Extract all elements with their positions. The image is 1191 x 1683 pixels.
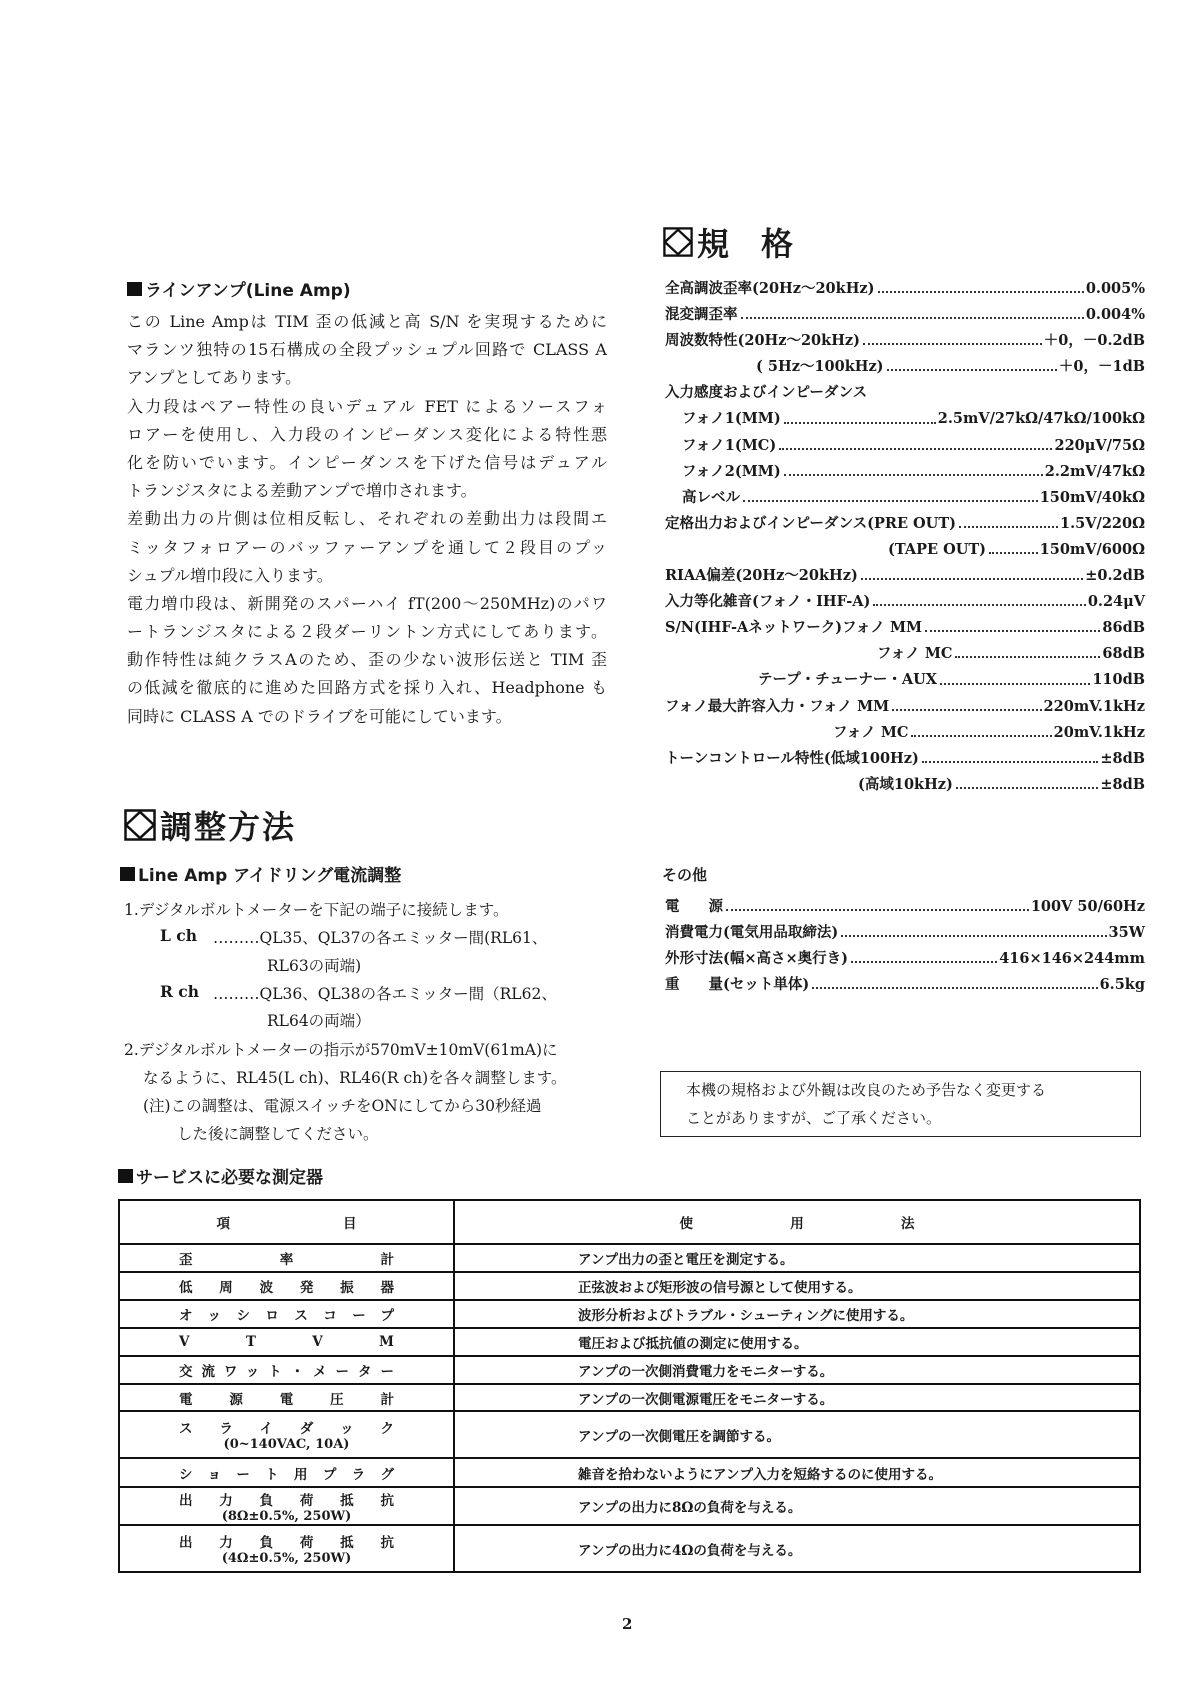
dot-leader [851, 946, 997, 963]
item-name: 出力負荷抵抗 [178, 1492, 421, 1509]
spec-label: テープ・チューナー・AUX [758, 671, 937, 689]
spec-label: 全高調波歪率(20Hz～20kHz) [665, 280, 875, 297]
spec-value: 110dB [1092, 671, 1145, 689]
item-spec: (4Ω±0.5%, 250W) [221, 1551, 352, 1566]
spec-value: 2.5mV/27kΩ/47kΩ/100kΩ [937, 410, 1145, 428]
spec-value: 220μV/75Ω [1054, 436, 1145, 454]
spec-value: 2.2mV/47kΩ [1044, 462, 1145, 480]
dot-leader [779, 433, 1052, 450]
spec-label: トーンコントロール特性(低域100Hz) [665, 749, 919, 767]
spec-list [665, 276, 1145, 798]
usage-cell: 電圧および抵抗値の測定に使用する。 [454, 1328, 1140, 1356]
spec-label: 消費電力(電気用品取締法) [665, 924, 839, 942]
square-bullet-icon [120, 867, 135, 881]
line-amp-heading-text: ラインアンプ(Line Amp) [145, 281, 351, 301]
spec-value: 0.24μV [1087, 593, 1145, 611]
other-spec-row [665, 894, 1145, 920]
body-line: ロアーを使用し、入力段のインピーダンス変化による特性悪 [127, 424, 607, 444]
usage-cell: アンプの出力に4Ωの負荷を与える。 [454, 1525, 1140, 1572]
table-row [119, 1272, 1140, 1300]
item-cell [119, 1356, 454, 1384]
notice-line-1: 本機の規格および外観は改良のため予告なく変更する [686, 1081, 1047, 1099]
spec-value: 150mV/40kΩ [1039, 488, 1145, 506]
spec-label: 混変調歪率 [665, 306, 738, 324]
dot-leader [956, 772, 1098, 789]
dot-leader [863, 328, 1042, 345]
spec-label: 入力等化雑音(フォノ・IHF-A) [665, 593, 871, 611]
item-cell [119, 1384, 454, 1411]
spec-row [665, 380, 1145, 406]
step-2: 2.デジタルボルトメーターの指示が570mV±10mV(61mA)に [124, 1041, 558, 1059]
table-row [119, 1328, 1140, 1356]
table-header-row [119, 1200, 1140, 1244]
spec-label: S/N(IHF-Aネットワーク)フォノ MM [665, 619, 923, 637]
header-item: 項目 [216, 1216, 470, 1232]
table-row [119, 1300, 1140, 1328]
spec-row [665, 511, 1145, 537]
item-name: ショート用プラグ [178, 1466, 410, 1483]
other-heading [662, 864, 707, 885]
lch-label: L ch [160, 926, 198, 945]
spec-value: 35W [1108, 924, 1145, 942]
item-cell [119, 1487, 454, 1525]
spec-value: 416×146×244mm [999, 950, 1145, 968]
usage-cell: 正弦波および矩形波の信号源として使用する。 [454, 1272, 1140, 1300]
spec-label: 高レベル [682, 488, 740, 506]
item-cell [119, 1458, 454, 1487]
spec-label: フォノ1(MC) [682, 436, 777, 454]
adjustment-heading-text: 調整方法 [160, 808, 297, 846]
line-amp-body [127, 308, 607, 731]
dot-leader [861, 563, 1083, 580]
item-name: VTVM [179, 1334, 451, 1350]
equipment-table [118, 1199, 1141, 1573]
body-line: 差動出力の片側は位相反転し、それぞれの差動出力は段間エ [127, 509, 607, 529]
rch-label: R ch [160, 982, 199, 1001]
dot-leader [784, 459, 1043, 476]
item-spec: (0~140VAC, 10A) [223, 1437, 350, 1452]
header-item-cell [119, 1200, 470, 1244]
spec-label: フォノ MC [877, 645, 953, 663]
spec-row [665, 615, 1145, 641]
item-spec: (8Ω±0.5%, 250W) [221, 1508, 352, 1524]
body-line: マランツ独特の15石構成の全段プッシュプル回路で CLASS A [127, 340, 607, 360]
item-cell [119, 1525, 454, 1572]
spec-label: フォノ2(MM) [682, 462, 781, 480]
rch-text: ………QL36、QL38の各エミッター間（RL62、 [213, 985, 557, 1003]
body-line: 電力増巾段は、新開発のスパーハイ fT(200～250MHz)のパワ [127, 593, 607, 613]
body-line: シュプル増巾段に入ります。 [127, 565, 333, 585]
spec-row [665, 328, 1145, 354]
item-name: 交流ワット・メーター [178, 1364, 403, 1380]
spec-row [665, 276, 1145, 302]
body-line: の低減を徹底的に進めた回路方式を採り入れ、Headphone も [127, 678, 607, 698]
spec-row [665, 746, 1145, 772]
equipment-heading [118, 1163, 323, 1188]
square-bullet-icon [118, 1169, 133, 1183]
dot-leader [878, 276, 1084, 293]
spec-label: フォノ1(MM) [682, 410, 781, 428]
notice-box [660, 1071, 1141, 1137]
step-2-cont: なるように、RL45(L ch)、RL46(R ch)を各々調整します。 [143, 1069, 567, 1087]
table-row [119, 1487, 1140, 1525]
body-line: この Line Ampは TIM 歪の低減と高 S/N を実現するために [127, 312, 607, 331]
body-line: 入力段はペアー特性の良いデュアル FET によるソースフォ [127, 396, 607, 416]
usage-cell: アンプ出力の歪と電圧を測定する。 [454, 1244, 1140, 1272]
idling-subheading-text: Line Amp アイドリング電流調整 [138, 866, 402, 886]
body-line: ミッタフォロアーのバッファーアンプを通して２段目のプッ [127, 537, 607, 557]
dot-leader [925, 615, 1100, 632]
usage-cell: アンプの一次側電圧を調節する。 [454, 1411, 1140, 1458]
note: (注)この調整は、電源スイッチをONにしてから30秒経過 [143, 1097, 542, 1115]
spec-label: 重 量(セット単体) [665, 976, 810, 994]
usage-cell: アンプの出力に8Ωの負荷を与える。 [454, 1487, 1140, 1525]
spec-value: ＋0，－0.2dB [1043, 332, 1145, 350]
spec-value: 220mV.1kHz [1043, 697, 1145, 715]
item-cell [119, 1411, 454, 1458]
spec-value: 68dB [1102, 645, 1145, 663]
item-name: オッシロスコープ [178, 1308, 410, 1324]
spec-value: ±0.2dB [1085, 567, 1145, 585]
spec-value: 0.004% [1085, 306, 1145, 324]
spec-row [665, 641, 1145, 667]
diamond-square-icon [663, 227, 693, 257]
header-usage: 使用法 [679, 1216, 1012, 1232]
spec-value: 0.005% [1085, 280, 1145, 297]
other-heading-text: その他 [662, 866, 708, 884]
spec-label: 周波数特性(20Hz～20kHz) [665, 332, 860, 350]
header-usage-cell [454, 1200, 1140, 1244]
spec-label: フォノ MC [833, 723, 909, 741]
spec-row [665, 667, 1145, 693]
body-line: ートランジスタによる２段ダーリントン方式にしてあります。 [127, 622, 607, 642]
idling-subheading [120, 861, 401, 886]
spec-row [665, 694, 1145, 720]
diamond-square-icon [124, 809, 156, 841]
item-cell [119, 1272, 454, 1300]
spec-value: ＋0，－1dB [1058, 358, 1145, 376]
dot-leader [955, 641, 1100, 658]
usage-cell: 波形分析およびトラブル・シューティングに使用する。 [454, 1300, 1140, 1328]
dot-leader [922, 746, 1099, 763]
dot-leader [911, 720, 1051, 737]
spec-label: 入力感度およびインピーダンス [665, 384, 868, 402]
spec-label: (高域10kHz) [858, 775, 953, 793]
other-spec-row [665, 946, 1145, 972]
spec-row [665, 720, 1145, 746]
spec-row [665, 433, 1145, 459]
table-row [119, 1411, 1140, 1458]
item-cell [119, 1328, 454, 1356]
spec-value: ±8dB [1100, 749, 1145, 767]
line-amp-heading [127, 276, 351, 301]
dot-leader [989, 537, 1038, 554]
dot-leader [726, 894, 1029, 911]
other-spec-row [665, 920, 1145, 946]
dot-leader [741, 302, 1084, 319]
item-cell [119, 1300, 454, 1328]
dot-leader [892, 694, 1041, 711]
other-spec-list [665, 894, 1145, 998]
specs-heading [663, 219, 793, 265]
lch-text-2: RL63の両端) [267, 957, 362, 975]
spec-label: (TAPE OUT) [888, 540, 987, 558]
spec-value: 86dB [1102, 619, 1145, 637]
table-row [119, 1384, 1140, 1411]
dot-leader [743, 485, 1038, 502]
item-name: 出力負荷抵抗 [178, 1535, 421, 1551]
body-line: 同時に CLASS A でのドライブを可能にしています。 [127, 706, 512, 726]
dot-leader [784, 406, 936, 423]
body-line: トランジスタによる差動アンプで増巾されます。 [127, 481, 477, 501]
spec-label: RIAA偏差(20Hz～20kHz) [665, 567, 858, 585]
dot-leader [873, 589, 1085, 606]
item-cell [119, 1244, 482, 1272]
other-spec-row [665, 972, 1145, 998]
spec-row [665, 589, 1145, 615]
body-line: アンプとしてあります。 [127, 368, 302, 388]
table-row [119, 1356, 1140, 1384]
spec-label: 外形寸法(幅×高さ×奥行き) [665, 950, 849, 968]
spec-label: 電 源 [665, 898, 723, 915]
square-bullet-icon [127, 282, 142, 296]
spec-row [665, 563, 1145, 589]
spec-value: 20mV.1kHz [1053, 723, 1145, 741]
spec-row [665, 485, 1145, 511]
spec-value: 1.5V/220Ω [1060, 514, 1145, 532]
note-cont: した後に調整してください。 [177, 1125, 379, 1143]
table-row [119, 1458, 1140, 1487]
usage-cell: 雑音を拾わないようにアンプ入力を短絡するのに使用する。 [454, 1458, 1140, 1487]
rch-text-2: RL64の両端） [267, 1012, 371, 1030]
dot-leader [887, 354, 1057, 371]
item-name: 電源電圧計 [179, 1391, 431, 1408]
spec-value: 100V 50/60Hz [1030, 898, 1145, 915]
item-name: 歪率計 [179, 1252, 482, 1268]
item-name: スライダック [179, 1421, 421, 1437]
table-row [119, 1525, 1140, 1572]
item-name: 低周波発振器 [178, 1280, 421, 1296]
adjustment-heading [124, 802, 296, 848]
spec-label: フォノ最大許容入力・フォノ MM [665, 697, 890, 715]
spec-label: ( 5Hz～100kHz) [756, 358, 884, 376]
spec-row [665, 302, 1145, 328]
spec-value: 6.5kg [1099, 976, 1145, 994]
equipment-heading-text: サービスに必要な測定器 [136, 1168, 323, 1188]
spec-value: 150mV/600Ω [1039, 540, 1145, 558]
step-1: 1.デジタルボルトメーターを下記の端子に接続します。 [124, 901, 509, 919]
dot-leader [959, 511, 1058, 528]
table-row [119, 1244, 1140, 1272]
notice-line-2: ことがありますが、ご了承ください。 [686, 1109, 942, 1127]
body-line: 化を防いでいます。インピーダンスを下げた信号はデュアル [127, 452, 607, 472]
spec-row [665, 772, 1145, 798]
spec-row [665, 354, 1145, 380]
spec-row [665, 459, 1145, 485]
dot-leader [812, 972, 1097, 989]
usage-cell: アンプの一次側消費電力をモニターする。 [454, 1356, 1140, 1384]
usage-cell: アンプの一次側電源電圧をモニターする。 [454, 1384, 1140, 1411]
spec-value: ±8dB [1100, 775, 1145, 793]
body-line: 動作特性は純クラスAのため、歪の少ない波形伝送と TIM 歪 [127, 650, 607, 670]
spec-row [665, 537, 1145, 563]
dot-leader [940, 667, 1090, 684]
spec-label: 定格出力およびインピーダンス(PRE OUT) [665, 514, 956, 532]
lch-text: ………QL35、QL37の各エミッター間(RL61、 [213, 929, 548, 947]
specs-heading-text: 規 格 [697, 225, 794, 263]
page-number: 2 [622, 1615, 633, 1633]
spec-row [665, 406, 1145, 432]
dot-leader [841, 920, 1106, 937]
